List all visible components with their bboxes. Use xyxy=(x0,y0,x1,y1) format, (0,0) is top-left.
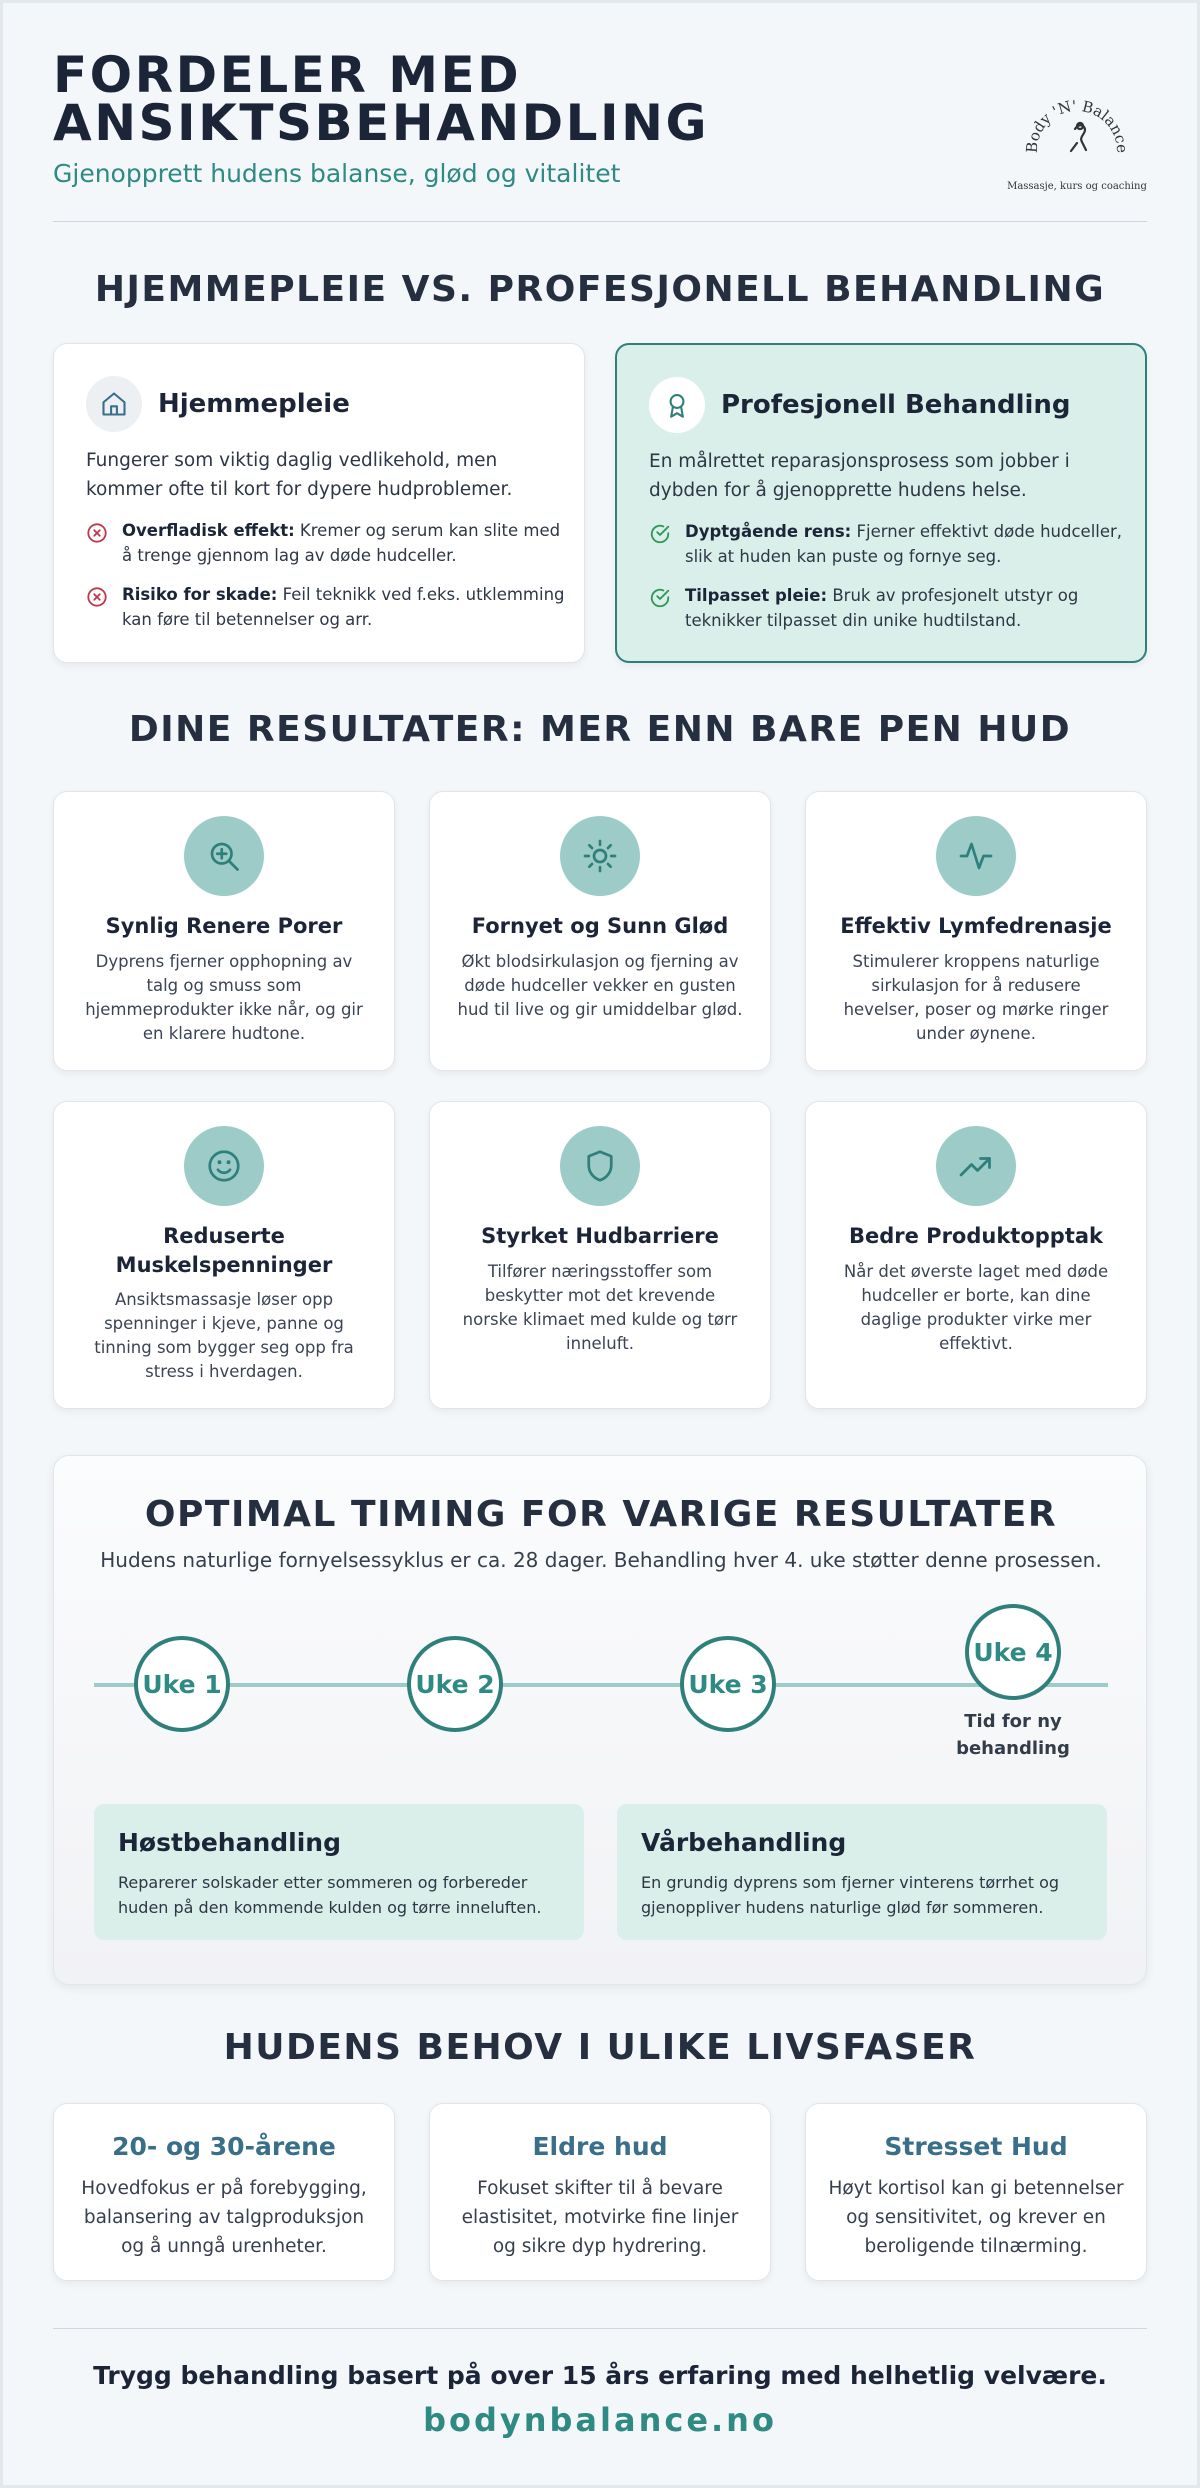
season-title: Vårbehandling xyxy=(641,1828,847,1857)
life-card-text: Høyt kortisol kan gi betennelser og sensitivitet, og krever en beroligende tilnærming. xyxy=(828,2178,1124,2257)
logo-name: Body 'N' Balance xyxy=(1022,96,1132,154)
result-title: Reduserte Muskelspenninger xyxy=(115,1224,333,1277)
divider xyxy=(53,2328,1147,2329)
result-card xyxy=(805,791,1147,1071)
footer-website-link[interactable]: bodynbalance.no xyxy=(423,2401,777,2439)
comparison-section-title: HJEMMEPLEIE VS. PROFESJONELL BEHANDLING xyxy=(94,269,1106,310)
professional-list xyxy=(649,519,1129,647)
home-care-title: Hjemmepleie xyxy=(158,389,350,419)
life-card-title: Stresset Hud xyxy=(884,2132,1068,2161)
result-text: Tilfører næringsstoffer som beskytter mot det krevende norske klimaet med kulde og tørr inneluft. xyxy=(462,1262,738,1353)
zoom-in-icon xyxy=(184,816,264,896)
logo-tagline: Massasje, kurs og coaching xyxy=(1007,181,1147,192)
result-card xyxy=(805,1101,1147,1409)
footer-statement: Trygg behandling basert på over 15 års erfaring med helhetlig velvære. xyxy=(93,2361,1107,2390)
timeline-week-4: Uke 4 xyxy=(965,1604,1061,1700)
season-title: Høstbehandling xyxy=(118,1828,341,1857)
x-circle-icon xyxy=(86,522,110,568)
page-subtitle: Gjenopprett hudens balanse, glød og vitalitet xyxy=(53,159,621,188)
life-card-title: 20- og 30-årene xyxy=(112,2132,336,2161)
result-title: Styrket Hudbarriere xyxy=(481,1224,719,1248)
check-circle-icon xyxy=(649,587,673,633)
results-section-title: DINE RESULTATER: MER ENN BARE PEN HUD xyxy=(128,709,1072,750)
list-item: Risiko for skade: Feil teknikk ved f.eks. utklemming kan føre til betennelser og arr. xyxy=(86,582,566,632)
result-title: Bedre Produktopptak xyxy=(848,1224,1104,1248)
home-care-list xyxy=(86,518,566,646)
timing-section-title: OPTIMAL TIMING FOR VARIGE RESULTATER xyxy=(144,1494,1058,1535)
trending-up-icon xyxy=(936,1126,1016,1206)
season-card-spring xyxy=(617,1804,1107,1940)
sun-icon xyxy=(560,816,640,896)
result-title: Synlig Renere Porer xyxy=(105,914,343,938)
home-care-intro: Fungerer som viktig daglig vedlikehold, men kommer ofte til kort for dypere hudproblemer. xyxy=(86,450,513,500)
pulse-icon xyxy=(936,816,1016,896)
professional-title: Profesjonell Behandling xyxy=(721,390,1071,420)
award-icon xyxy=(649,377,705,433)
season-text: Reparerer solskader etter sommeren og forbereder huden på den kommende kulden og tørre inneluften. xyxy=(118,1873,542,1917)
timeline-week-4-note: Tid for ny behandling xyxy=(956,1711,1070,1759)
life-card xyxy=(429,2103,771,2281)
life-section-title: HUDENS BEHOV I ULIKE LIVSFASER xyxy=(223,2027,977,2068)
smile-icon xyxy=(184,1126,264,1206)
x-circle-icon xyxy=(86,586,110,632)
brand-logo xyxy=(1007,85,1147,192)
result-card xyxy=(429,791,771,1071)
life-card-title: Eldre hud xyxy=(532,2132,668,2161)
shield-icon xyxy=(560,1126,640,1206)
result-card xyxy=(429,1101,771,1409)
season-text: En grundig dyprens som fjerner vinterens tørrhet og gjenoppliver hudens naturlige glød før sommeren. xyxy=(641,1873,1060,1917)
check-circle-icon xyxy=(649,523,673,569)
timeline-line xyxy=(94,1683,1108,1687)
life-card xyxy=(53,2103,395,2281)
life-card-text: Fokuset skifter til å bevare elastisitet, motvirke fine linjer og sikre dyp hydrering. xyxy=(461,2178,739,2257)
life-card xyxy=(805,2103,1147,2281)
professional-intro: En målrettet reparasjonsprosess som jobber i dybden for å gjenopprette hudens helse. xyxy=(649,451,1070,501)
result-text: Stimulerer kroppens naturlige sirkulasjon for å redusere hevelser, poser og mørke ringer under øynene. xyxy=(843,952,1109,1043)
list-item: Overfladisk effekt: Kremer og serum kan slite med å trenge gjennom lag av døde hudceller. xyxy=(86,518,566,568)
logo-icon xyxy=(1007,85,1147,175)
life-card-text: Hovedfokus er på forebygging, balansering av talgproduksjon og å unngå urenheter. xyxy=(81,2178,367,2257)
result-title: Effektiv Lymfedrenasje xyxy=(840,914,1112,938)
timeline-week-1: Uke 1 xyxy=(134,1636,230,1732)
result-text: Økt blodsirkulasjon og fjerning av døde hudceller vekker en gusten hud til live og gir umiddelbar glød. xyxy=(457,952,743,1019)
list-item: Dyptgående rens: Fjerner effektivt døde hudceller, slik at huden kan puste og fornye seg. xyxy=(649,519,1129,569)
home-care-card xyxy=(53,343,585,663)
timing-subtitle: Hudens naturlige fornyelsessyklus er ca. 28 dager. Behandling hver 4. uke støtter denne prosessen. xyxy=(100,1548,1102,1572)
divider xyxy=(53,221,1147,222)
professional-card xyxy=(615,343,1147,663)
result-text: Når det øverste laget med døde hudceller er borte, kan dine daglige produkter virke mer effektivt. xyxy=(843,1262,1109,1353)
result-title: Fornyet og Sunn Glød xyxy=(471,914,729,938)
result-card xyxy=(53,791,395,1071)
timing-section xyxy=(53,1455,1147,1985)
season-card-autumn xyxy=(94,1804,584,1940)
page xyxy=(3,3,1197,2485)
result-text: Ansiktsmassasje løser opp spenninger i kjeve, panne og tinning som bygger seg opp fra stress i hverdagen. xyxy=(94,1290,354,1381)
header xyxy=(53,46,1147,226)
result-card xyxy=(53,1101,395,1409)
list-item: Tilpasset pleie: Bruk av profesjonelt utstyr og teknikker tilpasset din unike hudtilstand. xyxy=(649,583,1129,633)
result-text: Dyprens fjerner opphopning av talg og smuss som hjemmeprodukter ikke når, og gir en klarere hudtone. xyxy=(85,952,363,1043)
timeline-week-2: Uke 2 xyxy=(407,1636,503,1732)
house-icon xyxy=(86,376,142,432)
timeline-week-3: Uke 3 xyxy=(680,1636,776,1732)
page-title: FORDELER MED ANSIKTSBEHANDLING xyxy=(53,46,710,152)
